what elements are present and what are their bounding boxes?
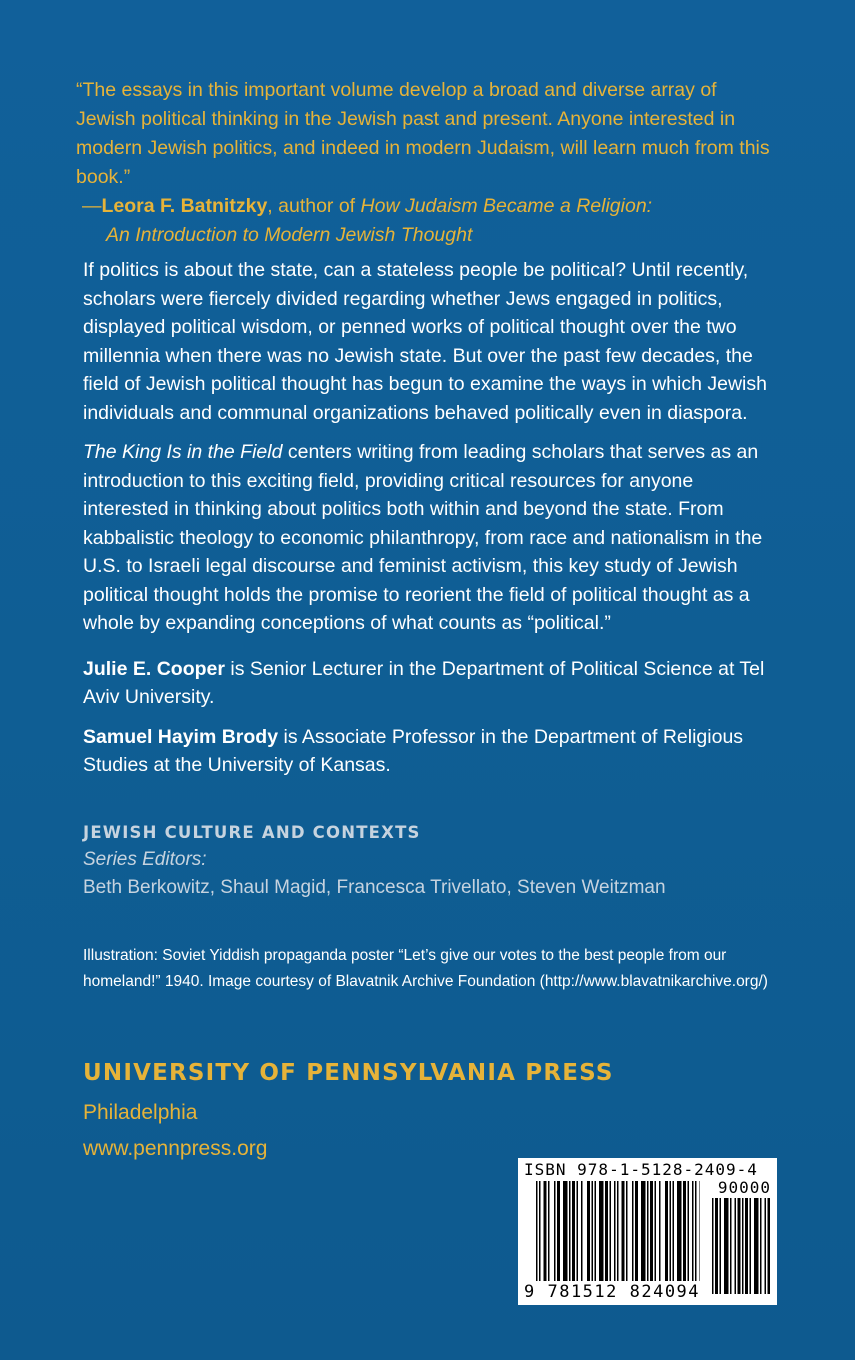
barcode-bar: [760, 1198, 762, 1294]
barcode-bar: [641, 1181, 646, 1281]
barcode-bar: [712, 1198, 714, 1294]
barcode-bar: [599, 1181, 604, 1281]
barcode-bar: [738, 1198, 741, 1294]
description-paragraph-2: [83, 438, 783, 638]
endorser-name: Leora F. Batnitzky: [101, 195, 268, 217]
addon-barcode-bars: [712, 1198, 770, 1294]
ean-barcode-bars: [536, 1181, 700, 1281]
barcode-bar: [670, 1181, 672, 1281]
barcode-bar: [683, 1181, 686, 1281]
series-info: [83, 820, 783, 902]
barcode-bar: [754, 1198, 759, 1294]
barcode-bar: [581, 1181, 583, 1281]
barcode-bar: [626, 1181, 628, 1281]
barcode-bar: [665, 1181, 668, 1281]
series-editors: Beth Berkowitz, Shaul Magid, Francesca Trivellato, Steven Weitzman: [83, 877, 666, 898]
barcode-bar: [768, 1198, 771, 1294]
barcode-bar: [572, 1181, 575, 1281]
endorsement-attribution: [76, 192, 776, 250]
editor-name-1: Julie E. Cooper: [83, 657, 225, 680]
barcode-bar: [595, 1181, 597, 1281]
editor-bio-1: [83, 655, 783, 712]
description-paragraph-1: If politics is about the state, can a stateless people be political? Until recently, scholars were fiercely divided regarding whether Jews engaged in politics, displayed political wisdom, or penned works of political thought over the two millennia when there was no Jewish state. But over the past few decades, the field of Jewish political thought has begun to examine the ways in which Jewish individuals and communal organizations behaved politically even in diaspora.: [83, 259, 767, 424]
barcode-bar: [650, 1181, 653, 1281]
attribution-dash: —: [82, 195, 102, 217]
barcode-bar: [715, 1198, 718, 1294]
barcode-bar: [730, 1198, 732, 1294]
barcode-bar: [536, 1181, 538, 1281]
attribution-connector: , author of: [267, 195, 361, 217]
barcode-bar: [587, 1181, 590, 1281]
publisher-block: [83, 1056, 614, 1166]
price-code: 90000: [717, 1178, 771, 1197]
barcode-bar: [750, 1198, 752, 1294]
editor-bio-text-2: is Associate Professor in the Department of Religious Studies at the University of Kansas.: [83, 725, 744, 776]
barcode-bar: [655, 1181, 657, 1281]
barcode-bar: [610, 1181, 612, 1281]
barcode-bar: [735, 1198, 737, 1294]
barcode-bar: [677, 1181, 682, 1281]
barcode-bar: [544, 1181, 547, 1281]
book-description: [83, 256, 783, 791]
endorsement-blurb: [76, 76, 776, 250]
barcode-bar: [647, 1181, 649, 1281]
barcode-bar: [617, 1181, 619, 1281]
barcode-bar: [742, 1198, 744, 1294]
editor-bio-text-1: is Senior Lecturer in the Department of Political Science at Tel Aviv University.: [83, 657, 765, 708]
barcode-bar: [577, 1181, 579, 1281]
publisher-city: Philadelphia: [83, 1101, 198, 1124]
endorser-book-title-line2: An Introduction to Modern Jewish Thought: [106, 224, 473, 246]
barcode-bar: [724, 1198, 729, 1294]
barcode-bar: [605, 1181, 608, 1281]
publisher-name: UNIVERSITY OF PENNSYLVANIA PRESS: [83, 1060, 614, 1086]
barcode-bar: [688, 1181, 690, 1281]
description-paragraph-2-text: centers writing from leading scholars that serves as an introduction to this exciting field, providing critical resources for anyone interested in thinking about politics both within and beyond the state. From kabbalistic theology to economic philanthropy, from race and nationalism in the U.S. to Israeli legal discourse and feminist activism, this key study of Jewish political thought holds the promise to reorient the field of political thought as a whole by expanding conceptions of what counts as “political.”: [83, 441, 763, 634]
barcode-bar: [557, 1181, 560, 1281]
barcode-bar: [695, 1181, 697, 1281]
barcode-bar: [554, 1181, 556, 1281]
illustration-credit: Illustration: Soviet Yiddish propaganda poster “Let’s give our votes to the best people from our homeland!” 1940. Image courtesy of Blavatnik Archive Foundation (http://www.blavatnikarchive.org/): [83, 947, 768, 990]
endorsement-quote: “The essays in this important volume develop a broad and diverse array of Jewish political thinking in the Jewish past and present. Anyone interested in modern Jewish politics, and indeed in modern Judaism, will learn much from this book.”: [76, 79, 770, 188]
barcode-bar: [659, 1181, 661, 1281]
barcode-bar: [700, 1181, 701, 1281]
barcode-bar: [614, 1181, 616, 1281]
endorser-book-title-line1: How Judaism Became a Religion:: [360, 195, 653, 217]
isbn-text: ISBN 978-1-5128-2409-4: [524, 1160, 758, 1179]
series-editors-label: Series Editors:: [83, 849, 207, 870]
editor-name-2: Samuel Hayim Brody: [83, 725, 279, 748]
barcode: [518, 1158, 777, 1305]
barcode-bar: [765, 1198, 767, 1294]
barcode-bar: [632, 1181, 634, 1281]
series-title: JEWISH CULTURE AND CONTEXTS: [83, 823, 421, 842]
editor-bio-2: [83, 723, 783, 780]
barcode-bar: [548, 1181, 550, 1281]
barcode-bar: [720, 1198, 722, 1294]
barcode-bar: [569, 1181, 571, 1281]
barcode-bar: [622, 1181, 625, 1281]
publisher-url: www.pennpress.org: [83, 1137, 268, 1160]
barcode-bar: [673, 1181, 675, 1281]
book-title: The King Is in the Field: [83, 441, 283, 463]
barcode-bar: [745, 1198, 748, 1294]
barcode-bar: [592, 1181, 594, 1281]
ean-digits: 9 781512 824094: [524, 1282, 701, 1302]
barcode-bar: [563, 1181, 568, 1281]
barcode-bar: [539, 1181, 541, 1281]
barcode-bar: [692, 1181, 694, 1281]
barcode-bar: [635, 1181, 638, 1281]
